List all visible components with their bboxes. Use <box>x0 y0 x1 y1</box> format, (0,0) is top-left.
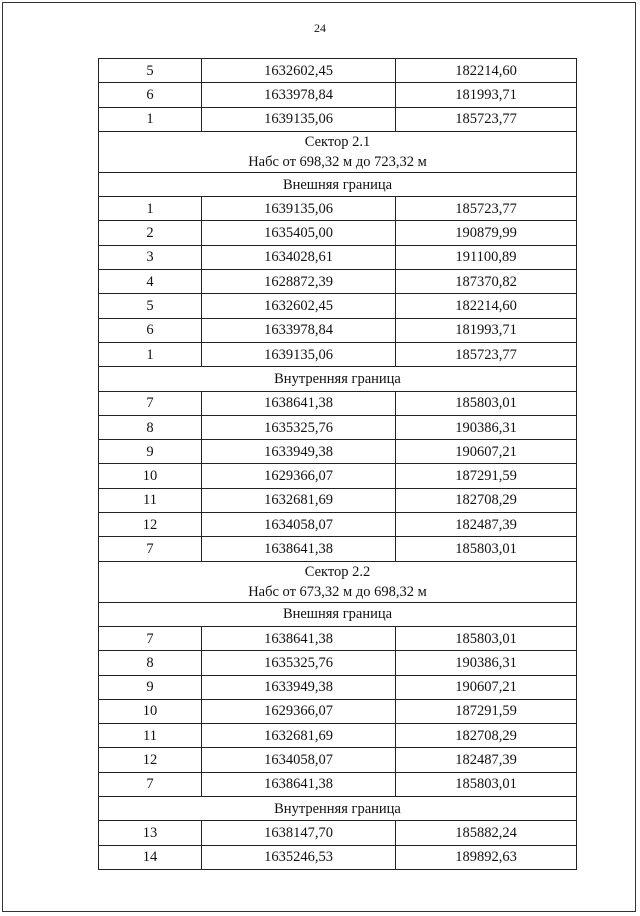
x-coordinate-cell: 1632602,45 <box>202 294 396 318</box>
y-coordinate-cell: 190386,31 <box>396 415 577 439</box>
x-coordinate-cell: 1633978,84 <box>202 83 396 107</box>
point-number-cell: 2 <box>99 221 202 245</box>
boundary-label: Внутренняя граница <box>99 797 577 821</box>
y-coordinate-cell: 185803,01 <box>396 537 577 561</box>
x-coordinate-cell: 1639135,06 <box>202 107 396 131</box>
point-number-cell: 8 <box>99 651 202 675</box>
table-row <box>99 294 577 318</box>
x-coordinate-cell: 1638641,38 <box>202 391 396 415</box>
point-number-cell: 6 <box>99 83 202 107</box>
point-number-cell: 12 <box>99 748 202 772</box>
table-row <box>99 724 577 748</box>
x-coordinate-cell: 1632681,69 <box>202 488 396 512</box>
point-number-cell: 11 <box>99 724 202 748</box>
table-row <box>99 772 577 796</box>
table-row <box>99 83 577 107</box>
point-number-cell: 3 <box>99 245 202 269</box>
sector-header-cell <box>99 131 577 172</box>
x-coordinate-cell: 1635405,00 <box>202 221 396 245</box>
x-coordinate-cell: 1633978,84 <box>202 318 396 342</box>
y-coordinate-cell: 185803,01 <box>396 772 577 796</box>
y-coordinate-cell: 185723,77 <box>396 197 577 221</box>
y-coordinate-cell: 187370,82 <box>396 270 577 294</box>
table-row <box>99 221 577 245</box>
table-row <box>99 59 577 83</box>
x-coordinate-cell: 1638641,38 <box>202 626 396 650</box>
table-row <box>99 845 577 869</box>
y-coordinate-cell: 185723,77 <box>396 342 577 366</box>
sector-height-range: Набс от 698,32 м до 723,32 м <box>248 153 427 170</box>
table-row <box>99 651 577 675</box>
y-coordinate-cell: 190607,21 <box>396 675 577 699</box>
point-number-cell: 7 <box>99 391 202 415</box>
point-number-cell: 14 <box>99 845 202 869</box>
table-row <box>99 464 577 488</box>
sector-title: Сектор 2.1 <box>304 133 371 150</box>
point-number-cell: 7 <box>99 537 202 561</box>
point-number-cell: 10 <box>99 464 202 488</box>
table-row <box>99 513 577 537</box>
point-number-cell: 12 <box>99 513 202 537</box>
coordinates-table <box>98 58 577 870</box>
point-number-cell: 13 <box>99 821 202 845</box>
table-row <box>99 342 577 366</box>
point-number-cell: 1 <box>99 107 202 131</box>
point-number-cell: 9 <box>99 675 202 699</box>
sector-title: Сектор 2.2 <box>304 563 371 580</box>
x-coordinate-cell: 1628872,39 <box>202 270 396 294</box>
y-coordinate-cell: 185882,24 <box>396 821 577 845</box>
table-row <box>99 391 577 415</box>
point-number-cell: 6 <box>99 318 202 342</box>
x-coordinate-cell: 1638641,38 <box>202 537 396 561</box>
table-row <box>99 821 577 845</box>
x-coordinate-cell: 1639135,06 <box>202 342 396 366</box>
y-coordinate-cell: 185803,01 <box>396 626 577 650</box>
x-coordinate-cell: 1635325,76 <box>202 651 396 675</box>
y-coordinate-cell: 190607,21 <box>396 440 577 464</box>
point-number-cell: 8 <box>99 415 202 439</box>
point-number-cell: 10 <box>99 699 202 723</box>
y-coordinate-cell: 187291,59 <box>396 699 577 723</box>
y-coordinate-cell: 182708,29 <box>396 488 577 512</box>
boundary-label: Внутренняя граница <box>99 367 577 391</box>
table-row <box>99 537 577 561</box>
y-coordinate-cell: 187291,59 <box>396 464 577 488</box>
sector-header-row <box>99 131 577 172</box>
point-number-cell: 11 <box>99 488 202 512</box>
point-number-cell: 4 <box>99 270 202 294</box>
boundary-header-row <box>99 602 577 626</box>
x-coordinate-cell: 1635246,53 <box>202 845 396 869</box>
y-coordinate-cell: 182487,39 <box>396 513 577 537</box>
table-row <box>99 415 577 439</box>
x-coordinate-cell: 1632602,45 <box>202 59 396 83</box>
boundary-header-row <box>99 172 577 196</box>
point-number-cell: 5 <box>99 294 202 318</box>
table-row <box>99 440 577 464</box>
table-row <box>99 270 577 294</box>
table-row <box>99 197 577 221</box>
y-coordinate-cell: 182214,60 <box>396 59 577 83</box>
sector-header-row <box>99 561 577 602</box>
table-row <box>99 626 577 650</box>
table-row <box>99 675 577 699</box>
point-number-cell: 7 <box>99 626 202 650</box>
sector-height-range: Набс от 673,32 м до 698,32 м <box>248 583 427 600</box>
boundary-header-row <box>99 797 577 821</box>
y-coordinate-cell: 190879,99 <box>396 221 577 245</box>
y-coordinate-cell: 181993,71 <box>396 83 577 107</box>
page-number: 24 <box>314 21 326 35</box>
point-number-cell: 5 <box>99 59 202 83</box>
x-coordinate-cell: 1629366,07 <box>202 699 396 723</box>
table-row <box>99 318 577 342</box>
table-row <box>99 488 577 512</box>
x-coordinate-cell: 1629366,07 <box>202 464 396 488</box>
table-row <box>99 245 577 269</box>
y-coordinate-cell: 182487,39 <box>396 748 577 772</box>
y-coordinate-cell: 181993,71 <box>396 318 577 342</box>
x-coordinate-cell: 1635325,76 <box>202 415 396 439</box>
table-row <box>99 107 577 131</box>
x-coordinate-cell: 1634028,61 <box>202 245 396 269</box>
x-coordinate-cell: 1633949,38 <box>202 440 396 464</box>
y-coordinate-cell: 182708,29 <box>396 724 577 748</box>
point-number-cell: 7 <box>99 772 202 796</box>
x-coordinate-cell: 1634058,07 <box>202 748 396 772</box>
table-row <box>99 748 577 772</box>
coordinates-table-body <box>99 59 577 870</box>
point-number-cell: 1 <box>99 342 202 366</box>
y-coordinate-cell: 185803,01 <box>396 391 577 415</box>
y-coordinate-cell: 185723,77 <box>396 107 577 131</box>
x-coordinate-cell: 1634058,07 <box>202 513 396 537</box>
boundary-header-row <box>99 367 577 391</box>
y-coordinate-cell: 191100,89 <box>396 245 577 269</box>
table-row <box>99 699 577 723</box>
boundary-label: Внешняя граница <box>99 172 577 196</box>
point-number-cell: 9 <box>99 440 202 464</box>
y-coordinate-cell: 189892,63 <box>396 845 577 869</box>
y-coordinate-cell: 190386,31 <box>396 651 577 675</box>
point-number-cell: 1 <box>99 197 202 221</box>
x-coordinate-cell: 1638641,38 <box>202 772 396 796</box>
y-coordinate-cell: 182214,60 <box>396 294 577 318</box>
sector-header-cell <box>99 561 577 602</box>
x-coordinate-cell: 1632681,69 <box>202 724 396 748</box>
x-coordinate-cell: 1638147,70 <box>202 821 396 845</box>
x-coordinate-cell: 1639135,06 <box>202 197 396 221</box>
boundary-label: Внешняя граница <box>99 602 577 626</box>
x-coordinate-cell: 1633949,38 <box>202 675 396 699</box>
